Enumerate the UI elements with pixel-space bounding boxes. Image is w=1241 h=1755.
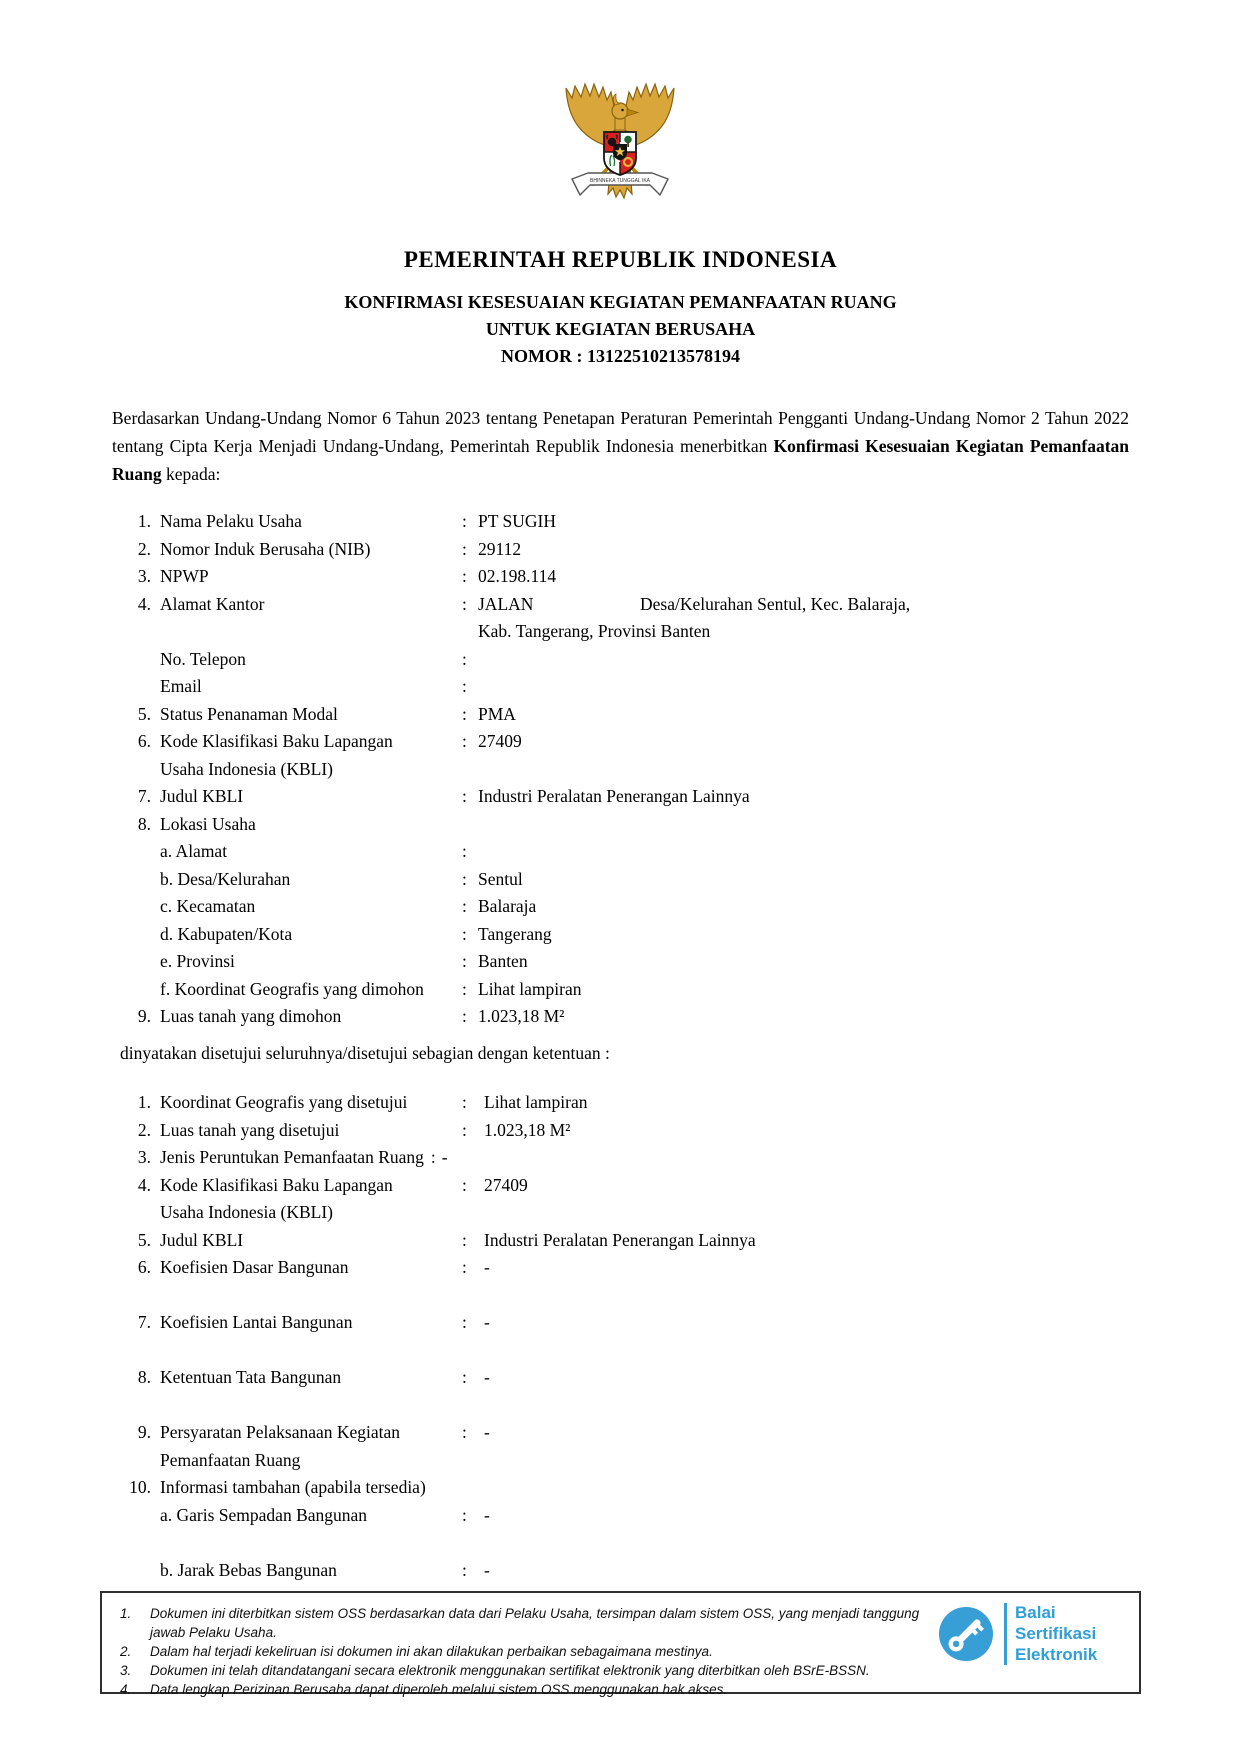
row-label: Nomor Induk Berusaha (NIB) <box>160 538 371 559</box>
row-colon: : <box>462 978 467 999</box>
row-colon: : <box>462 1422 467 1442</box>
row-colon: : <box>462 1229 467 1250</box>
document-title-block <box>0 289 1241 370</box>
row-colon: : <box>462 538 467 559</box>
list-row <box>112 563 1132 591</box>
row-value: Lihat lampiran <box>484 1092 588 1112</box>
row-colon: : <box>462 1504 467 1525</box>
list-row <box>112 1474 1132 1502</box>
footer-note-text: Dokumen ini diterbitkan sistem OSS berdasarkan data dari Pelaku Usaha, tersimpan dalam sistem OSS, yang menjadi tanggung jawab Pelaku Usaha. <box>150 1606 920 1640</box>
row-label: Koordinat Geografis yang disetujui <box>160 1092 408 1112</box>
row-colon: : <box>462 593 467 614</box>
row-colon: : <box>462 786 467 806</box>
bsre-logo-text-line2: Sertifikasi <box>1015 1624 1097 1643</box>
garuda-emblem-graphic <box>558 76 682 208</box>
list-row <box>112 1172 1132 1227</box>
row-label: Jenis Peruntukan Pemanfaatan Ruang <box>160 1147 424 1167</box>
list-row <box>112 1089 1132 1117</box>
row-number: 3. <box>137 566 151 586</box>
document-title-line1: KONFIRMASI KESESUAIAN KEGIATAN PEMANFAATAN RUANG <box>344 292 897 312</box>
list-row <box>112 508 1132 536</box>
row-label: f. Koordinat Geografis yang dimohon <box>160 978 424 999</box>
list-row <box>112 1117 1132 1145</box>
list-row <box>112 536 1132 564</box>
row-number: 1. <box>137 511 151 531</box>
footer-note-number: 3. <box>120 1663 132 1678</box>
bsre-key-icon <box>937 1605 995 1663</box>
row-value: Banten <box>478 951 528 971</box>
row-colon: : <box>462 1174 467 1195</box>
row-value: Tangerang <box>478 923 552 944</box>
row-colon: : <box>462 1092 467 1112</box>
row-label: Nama Pelaku Usaha <box>160 511 302 531</box>
row-label: Persyaratan Pelaksanaan Kegiatan <box>160 1422 401 1442</box>
footer-note-number: 4. <box>120 1682 132 1697</box>
row-value: - <box>484 1312 490 1332</box>
footer-note-text: Data lengkap Perizinan Berusaha dapat diperoleh melalui sistem OSS menggunakan hak akses. <box>150 1682 728 1697</box>
row-value: 29112 <box>478 538 522 559</box>
row-value: 27409 <box>478 731 522 751</box>
row-label: No. Telepon <box>160 648 246 669</box>
row-value: PMA <box>478 703 516 724</box>
row-label: Alamat Kantor <box>160 593 265 614</box>
intro-paragraph <box>112 404 1129 488</box>
row-colon: : <box>462 841 467 861</box>
row-value: 1.023,18 M² <box>478 1006 565 1026</box>
list-row <box>112 948 1132 976</box>
list-row <box>112 1144 1132 1172</box>
row-label: Lokasi Usaha <box>160 813 256 834</box>
row-label: Ketentuan Tata Bangunan <box>160 1367 342 1387</box>
row-number: 2. <box>137 538 151 559</box>
row-value: Balaraja <box>478 896 537 916</box>
row-number: 6. <box>137 1257 151 1277</box>
approval-intro-text: dinyatakan disetujui seluruhnya/disetujui sebagian dengan ketentuan : <box>120 1043 610 1063</box>
row-value: 02.198.114 <box>478 566 557 586</box>
footer-note <box>120 1642 932 1661</box>
row-colon: : <box>462 1559 467 1580</box>
document-number: NOMOR : 13122510213578194 <box>501 346 740 366</box>
row-colon: : <box>462 923 467 944</box>
row-number: 5. <box>137 703 151 724</box>
bsre-logo-text-line1: Balai <box>1015 1603 1056 1622</box>
list-row <box>112 1003 1132 1031</box>
row-colon: : <box>462 731 467 751</box>
row-number: 8. <box>137 1367 151 1387</box>
row-value: PT SUGIH <box>478 511 556 531</box>
row-label-line2: Usaha Indonesia (KBLI) <box>160 758 334 779</box>
list-row <box>112 591 1132 646</box>
row-colon: : <box>462 648 467 669</box>
row-number: 7. <box>137 786 151 806</box>
row-colon: : <box>462 868 467 889</box>
row-value: 1.023,18 M² <box>484 1119 571 1140</box>
row-number: 10. <box>129 1477 151 1497</box>
list-row <box>112 1309 1132 1337</box>
row-colon: : <box>462 1312 467 1332</box>
row-label: a. Garis Sempadan Bangunan <box>160 1504 368 1525</box>
row-colon: : <box>462 703 467 724</box>
row-colon: : <box>462 566 467 586</box>
footer-note-text: Dalam hal terjadi kekeliruan isi dokumen ini akan dilakukan perbaikan sebagaimana mestinya. <box>150 1644 713 1659</box>
row-label: Koefisien Dasar Bangunan <box>160 1257 349 1277</box>
row-label: Luas tanah yang dimohon <box>160 1006 342 1026</box>
list-row <box>112 783 1132 811</box>
approval-details-list <box>112 1089 1132 1584</box>
list-row <box>112 976 1132 1004</box>
row-label: Judul KBLI <box>160 1229 244 1250</box>
row-colon: : <box>462 1006 467 1026</box>
row-label: Kode Klasifikasi Baku Lapangan <box>160 1174 393 1195</box>
row-value: - <box>441 1147 448 1167</box>
row-value: - <box>484 1559 490 1580</box>
row-label: c. Kecamatan <box>160 896 256 916</box>
row-colon: : <box>462 1119 467 1140</box>
row-colon: : <box>462 1367 467 1387</box>
row-label: Email <box>160 676 202 696</box>
row-label: a. Alamat <box>160 841 228 861</box>
row-number: 6. <box>137 731 151 751</box>
row-label: Koefisien Lantai Bangunan <box>160 1312 353 1332</box>
row-value-line2: Kab. Tangerang, Provinsi Banten <box>478 621 711 641</box>
list-row <box>112 811 1132 839</box>
intro-text-bold: Konfirmasi Kesesuaian Kegiatan Pemanfaatan Ruang <box>112 436 1130 484</box>
row-label: Luas tanah yang disetujui <box>160 1119 340 1140</box>
row-label: Judul KBLI <box>160 786 244 806</box>
row-label: d. Kabupaten/Kota <box>160 923 293 944</box>
footer-notes-box <box>100 1591 1141 1697</box>
row-label: b. Desa/Kelurahan <box>160 868 291 889</box>
row-number: 8. <box>137 813 151 834</box>
row-number: 9. <box>137 1422 151 1442</box>
row-colon: : <box>462 1257 467 1277</box>
row-label: Status Penanaman Modal <box>160 703 338 724</box>
row-label: e. Provinsi <box>160 951 235 971</box>
intro-text-after: kepada: <box>161 464 221 484</box>
row-number: 3. <box>137 1147 151 1167</box>
row-value: JALAN <box>478 593 534 614</box>
list-row <box>112 1502 1132 1530</box>
row-label-line2: Usaha Indonesia (KBLI) <box>160 1202 334 1222</box>
row-label: b. Jarak Bebas Bangunan <box>160 1559 337 1580</box>
list-row <box>112 1254 1132 1282</box>
row-value: Lihat lampiran <box>478 978 582 999</box>
footer-notes-list <box>120 1604 932 1699</box>
row-value: - <box>484 1367 490 1387</box>
footer-note-text: Dokumen ini telah ditandatangani secara elektronik menggunakan sertifikat elektronik yang diterbitkan oleh BSrE-BSSN. <box>150 1663 870 1678</box>
list-row <box>112 1364 1132 1392</box>
row-value: - <box>484 1504 490 1525</box>
row-colon: : <box>462 511 467 531</box>
row-number: 7. <box>137 1312 151 1332</box>
row-number: 2. <box>137 1119 151 1140</box>
row-value-right: Desa/Kelurahan Sentul, Kec. Balaraja, <box>640 593 911 614</box>
row-label: NPWP <box>160 566 209 586</box>
row-colon: : <box>462 676 467 696</box>
row-number: 4. <box>137 593 151 614</box>
row-label: Informasi tambahan (apabila tersedia) <box>160 1477 426 1497</box>
row-colon: : <box>430 1147 436 1167</box>
row-value: Sentul <box>478 868 523 889</box>
bsre-logo-text-line3: Elektronik <box>1015 1645 1098 1664</box>
footer-note <box>120 1604 932 1642</box>
garuda-pancasila-emblem <box>558 76 682 208</box>
row-value: - <box>484 1257 490 1277</box>
row-number: 5. <box>137 1229 151 1250</box>
footer-note <box>120 1661 932 1680</box>
list-row <box>112 921 1132 949</box>
footer-note-number: 2. <box>120 1644 132 1659</box>
bsre-logo-text <box>1015 1602 1097 1665</box>
list-row <box>112 673 1132 701</box>
row-colon: : <box>462 896 467 916</box>
list-row <box>112 728 1132 783</box>
list-row <box>112 1227 1132 1255</box>
row-colon: : <box>462 951 467 971</box>
list-row <box>112 701 1132 729</box>
row-number: 9. <box>137 1006 151 1026</box>
footer-note <box>120 1680 932 1699</box>
list-row <box>112 646 1132 674</box>
list-row <box>112 838 1132 866</box>
row-label-line2: Pemanfaatan Ruang <box>160 1449 301 1470</box>
government-title: PEMERINTAH REPUBLIK INDONESIA <box>403 247 838 272</box>
document-title-line2: UNTUK KEGIATAN BERUSAHA <box>485 319 756 339</box>
intro-text-before: Berdasarkan Undang-Undang Nomor 6 Tahun 2023 tentang Penetapan Peraturan Pemerintah Pengganti Undang-Undang Nomor 2 Tahun 2022 tentang Cipta Kerja Menjadi Undang-Undang, Pemerintah Republik Indonesia menerbitkan <box>112 408 1129 456</box>
bsre-logo-divider <box>1004 1603 1007 1665</box>
row-value: Industri Peralatan Penerangan Lainnya <box>484 1229 756 1250</box>
row-value: Industri Peralatan Penerangan Lainnya <box>478 786 750 806</box>
banner-motto-text: BHINNEKA TUNGGAL IKA <box>589 178 651 184</box>
bsre-logo <box>937 1602 1097 1665</box>
footer-note-number: 1. <box>120 1606 132 1621</box>
row-label: Kode Klasifikasi Baku Lapangan <box>160 731 393 751</box>
list-row <box>112 866 1132 894</box>
row-value: - <box>484 1422 490 1442</box>
applicant-details-list <box>112 508 1132 1031</box>
list-row <box>112 893 1132 921</box>
list-row <box>112 1419 1132 1474</box>
row-number: 4. <box>137 1174 151 1195</box>
list-row <box>112 1557 1132 1585</box>
row-value: 27409 <box>484 1174 528 1195</box>
row-number: 1. <box>137 1092 151 1112</box>
